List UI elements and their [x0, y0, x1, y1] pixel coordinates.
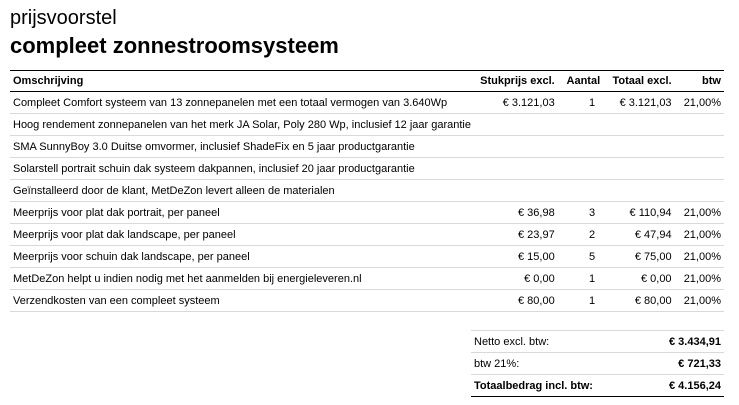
- table-header-row: [10, 71, 724, 92]
- document-title: compleet zonnestroomsysteem: [10, 33, 339, 58]
- cell-total: € 0,00: [603, 268, 674, 290]
- document-subtitle: prijsvoorstel: [10, 7, 117, 29]
- cell-total: € 3.121,03: [603, 92, 674, 114]
- cell-quantity: 2: [558, 224, 603, 246]
- cell-vat: [675, 136, 724, 158]
- table-row: [10, 114, 724, 136]
- column-header-total: Totaal excl.: [603, 71, 674, 92]
- cell-unit-price: € 80,00: [474, 290, 558, 312]
- totals-table: [471, 330, 724, 397]
- cell-vat: 21,00%: [675, 246, 724, 268]
- cell-quantity: [558, 180, 603, 202]
- cell-total: € 47,94: [603, 224, 674, 246]
- cell-description: Verzendkosten van een compleet systeem: [10, 290, 474, 312]
- cell-quantity: 1: [558, 268, 603, 290]
- cell-description: Solarstell portrait schuin dak systeem dakpannen, inclusief 20 jaar productgarantie: [10, 158, 474, 180]
- cell-description: SMA SunnyBoy 3.0 Duitse omvormer, inclusief ShadeFix en 5 jaar productgarantie: [10, 136, 474, 158]
- netto-row: [471, 331, 724, 353]
- cell-description: Hoog rendement zonnepanelen van het merk JA Solar, Poly 280 Wp, inclusief 12 jaar garantie: [10, 114, 474, 136]
- cell-quantity: [558, 136, 603, 158]
- table-row: [10, 246, 724, 268]
- table-row: [10, 224, 724, 246]
- cell-description: Meerprijs voor plat dak landscape, per paneel: [10, 224, 474, 246]
- quote-table: [10, 70, 724, 312]
- cell-vat: [675, 114, 724, 136]
- column-header-description: Omschrijving: [10, 71, 474, 92]
- cell-unit-price: [474, 136, 558, 158]
- grand-total-row: [471, 375, 724, 397]
- cell-description: MetDeZon helpt u indien nodig met het aanmelden bij energieleveren.nl: [10, 268, 474, 290]
- cell-unit-price: € 15,00: [474, 246, 558, 268]
- column-header-unit-price: Stukprijs excl.: [474, 71, 558, 92]
- cell-quantity: [558, 158, 603, 180]
- cell-total: [603, 136, 674, 158]
- cell-vat: 21,00%: [675, 224, 724, 246]
- table-row: [10, 290, 724, 312]
- cell-total: € 80,00: [603, 290, 674, 312]
- cell-description: Geïnstalleerd door de klant, MetDeZon levert alleen de materialen: [10, 180, 474, 202]
- cell-total: [603, 114, 674, 136]
- cell-vat: 21,00%: [675, 202, 724, 224]
- cell-total: € 110,94: [603, 202, 674, 224]
- netto-value: € 3.434,91: [631, 331, 724, 353]
- cell-vat: [675, 180, 724, 202]
- cell-total: € 75,00: [603, 246, 674, 268]
- cell-quantity: 1: [558, 290, 603, 312]
- btw-row: [471, 353, 724, 375]
- cell-vat: 21,00%: [675, 290, 724, 312]
- cell-description: Meerprijs voor plat dak portrait, per paneel: [10, 202, 474, 224]
- cell-quantity: 1: [558, 92, 603, 114]
- cell-total: [603, 180, 674, 202]
- cell-quantity: 3: [558, 202, 603, 224]
- grand-total-label: Totaalbedrag incl. btw:: [471, 375, 631, 397]
- cell-unit-price: € 0,00: [474, 268, 558, 290]
- btw-label: btw 21%:: [471, 353, 631, 375]
- cell-unit-price: € 36,98: [474, 202, 558, 224]
- cell-vat: [675, 158, 724, 180]
- table-row: [10, 92, 724, 114]
- table-row: [10, 268, 724, 290]
- cell-quantity: [558, 114, 603, 136]
- btw-value: € 721,33: [631, 353, 724, 375]
- cell-unit-price: [474, 114, 558, 136]
- table-row: [10, 158, 724, 180]
- column-header-vat: btw: [675, 71, 724, 92]
- cell-vat: 21,00%: [675, 268, 724, 290]
- column-header-quantity: Aantal: [558, 71, 603, 92]
- grand-total-value: € 4.156,24: [631, 375, 724, 397]
- table-row: [10, 180, 724, 202]
- cell-vat: 21,00%: [675, 92, 724, 114]
- table-row: [10, 136, 724, 158]
- cell-description: Compleet Comfort systeem van 13 zonnepanelen met een totaal vermogen van 3.640Wp: [10, 92, 474, 114]
- cell-description: Meerprijs voor schuin dak landscape, per paneel: [10, 246, 474, 268]
- cell-unit-price: € 3.121,03: [474, 92, 558, 114]
- cell-total: [603, 158, 674, 180]
- cell-unit-price: [474, 158, 558, 180]
- table-row: [10, 202, 724, 224]
- netto-label: Netto excl. btw:: [471, 331, 631, 353]
- cell-unit-price: € 23,97: [474, 224, 558, 246]
- cell-unit-price: [474, 180, 558, 202]
- cell-quantity: 5: [558, 246, 603, 268]
